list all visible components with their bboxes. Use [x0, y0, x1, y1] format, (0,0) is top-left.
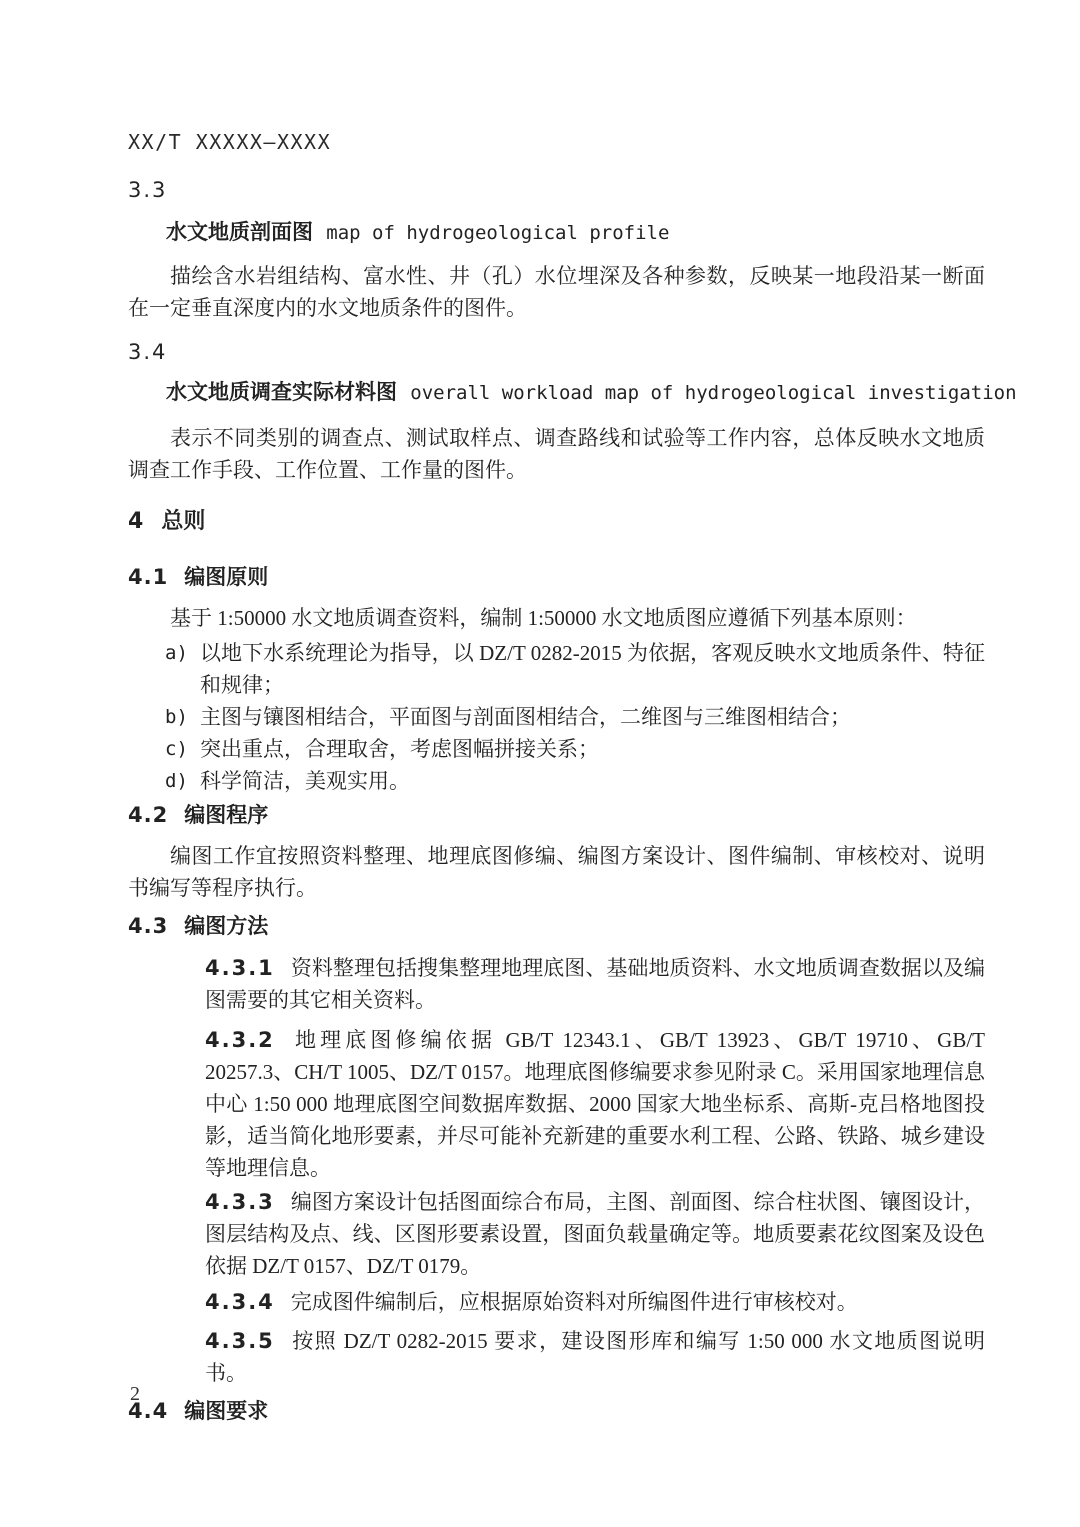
term-number-3-4: 3.4 — [128, 340, 168, 364]
term-definition: 表示不同类别的调查点、测试取样点、调查路线和试验等工作内容，总体反映水文地质调查工作手段、工作位置、工作量的图件。 — [128, 426, 985, 482]
term-title-en: overall workload map of hydrogeological investigation — [410, 382, 1017, 404]
clause-4-3-2 — [205, 1024, 985, 1184]
section-number: 4.1 — [128, 565, 169, 589]
clause-4-3-3 — [205, 1186, 985, 1282]
section-heading-4-1 — [128, 561, 985, 593]
section-intro: 基于 1:50000 水文地质调查资料，编制 1:50000 水文地质图应遵循下列基本原则： — [170, 606, 917, 630]
clause-text: 资料整理包括搜集整理地理底图、基础地质资料、水文地质调查数据以及编图需要的其它相关资料。 — [205, 956, 985, 1012]
clause-text: 地理底图修编依据 GB/T 12343.1、GB/T 13923、GB/T 19710、GB/T 20257.3、CH/T 1005、DZ/T 0157。地理底图修编要求参见附录 C。采用国家地理信息中心 1:50 000 地理底图空间数据库数据、2000 国家大地坐标系、高斯-克吕格地图投影，适当简化地形要素，并尽可能补充新建的重要水利工程、公路、铁路、城乡建设等地理信息。 — [205, 1028, 985, 1180]
clause-number: 4.3.2 — [205, 1028, 275, 1052]
term-heading-3-3 — [128, 216, 985, 249]
clause-number: 4.3.1 — [205, 956, 275, 980]
section-title: 编图原则 — [184, 565, 269, 589]
clause-text: 按照 DZ/T 0282-2015 要求，建设图形库和编写 1:50 000 水文地质图说明书。 — [205, 1329, 985, 1385]
section-heading-4-2 — [128, 799, 985, 831]
clause-4-3-4 — [205, 1286, 985, 1318]
clause-number: 4.3.3 — [205, 1190, 275, 1214]
clause-4-3-1 — [205, 952, 985, 1016]
term-title-cn: 水文地质调查实际材料图 — [166, 380, 397, 404]
list-item-label: d) — [165, 770, 188, 792]
clause-number: 4.3.5 — [205, 1329, 275, 1353]
section-title: 编图要求 — [184, 1399, 269, 1423]
clause-4-3-5 — [205, 1325, 985, 1389]
list-item-label: c) — [165, 738, 188, 760]
list-item-label: a) — [165, 642, 188, 664]
list-item-text: 以地下水系统理论为指导，以 DZ/T 0282-2015 为依据，客观反映水文地质条件、特征和规律； — [200, 641, 985, 697]
list-item-text: 主图与镶图相结合，平面图与剖面图相结合，二维图与三维图相结合； — [200, 705, 851, 729]
list-item — [165, 733, 985, 765]
section-number: 4.2 — [128, 803, 169, 827]
term-definition: 描绘含水岩组结构、富水性、井（孔）水位埋深及各种参数，反映某一地段沿某一断面在一定垂直深度内的水文地质条件的图件。 — [128, 264, 985, 320]
list-item-label: b) — [165, 706, 188, 728]
clause-text: 完成图件编制后，应根据原始资料对所编图件进行审核校对。 — [290, 1290, 858, 1314]
list-item — [165, 637, 985, 701]
section-number: 4.4 — [128, 1399, 169, 1423]
section-heading-4-3 — [128, 910, 985, 942]
list-item — [165, 701, 985, 733]
principles-list — [165, 637, 985, 797]
term-heading-3-4 — [128, 376, 1017, 409]
section-body: 编图工作宜按照资料整理、地理底图修编、编图方案设计、图件编制、审核校对、说明书编写等程序执行。 — [128, 844, 985, 900]
list-item-text: 科学简洁，美观实用。 — [200, 769, 410, 793]
term-title-cn: 水文地质剖面图 — [166, 220, 313, 244]
term-number-3-3: 3.3 — [128, 178, 168, 202]
section-heading-4-4 — [128, 1395, 985, 1427]
doc-code-header: XX/T XXXXX—XXXX — [128, 130, 332, 154]
section-title: 编图方法 — [184, 914, 269, 938]
section-number: 4.3 — [128, 914, 169, 938]
page-number: 2 — [130, 1383, 140, 1405]
clause-text: 编图方案设计包括图面综合布局，主图、剖面图、综合柱状图、镶图设计，图层结构及点、线、区图形要素设置，图面负载量确定等。地质要素花纹图案及设色依据 DZ/T 0157、DZ/T 0179。 — [205, 1190, 985, 1278]
list-item — [165, 765, 985, 797]
chapter-title: 总则 — [161, 509, 206, 534]
list-item-text: 突出重点，合理取舍，考虑图幅拼接关系； — [200, 737, 599, 761]
section-title: 编图程序 — [184, 803, 269, 827]
term-title-en: map of hydrogeological profile — [326, 222, 670, 244]
chapter-number: 4 — [128, 509, 144, 534]
clause-number: 4.3.4 — [205, 1290, 275, 1314]
chapter-heading — [128, 506, 985, 538]
